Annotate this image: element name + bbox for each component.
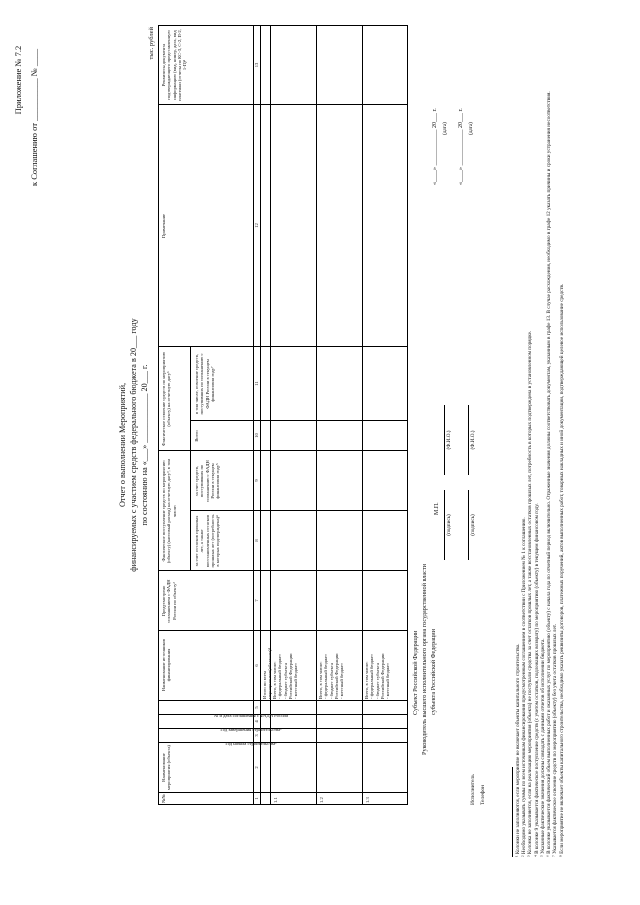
date-1: «____» ____________ 20___ г. [432, 108, 438, 185]
report-table [158, 25, 408, 805]
colnum-11: 11 [254, 381, 259, 386]
mp-label: М.П. [434, 502, 440, 515]
agreement-line: к Соглашению от __________ № ____ [29, 49, 39, 186]
colnum-2: 2 [254, 766, 259, 769]
fio-label: (Ф.И.О.) [446, 430, 452, 450]
header-name: Наименование мероприятия (объекта) [161, 745, 172, 790]
date-1-sub: (дата) [442, 122, 448, 135]
header-agreement: № и дата соглашения с ФАДН России [213, 713, 288, 718]
footnotes [515, 9, 565, 857]
header-total: Всего [194, 430, 199, 442]
row-1-3-num: 1.3 [365, 797, 370, 803]
colnum-8: 8 [254, 539, 259, 542]
footnote-1: ¹ Колонки не заполняются, если мероприятие не включает объекты капитального строительства. [515, 643, 521, 857]
colnum-10: 10 [254, 433, 259, 438]
podpis-label: (подпись) [446, 514, 452, 536]
head-label-2: субъекта Российской Федерации [430, 629, 437, 715]
colnum-4: 4 [254, 720, 259, 723]
header-end-year: Год завершения строительства¹ [220, 727, 282, 732]
header-current-year: за счет средств, поступивших по соглашению с ФАДН России в текущем финансовом году⁵ [194, 460, 221, 502]
subject-label: Субъект Российской Федерации [412, 630, 419, 715]
footnote-3: ³ Колонка не заполняется, если на реализацию мероприятия (объекта) не поступали средства за счет остатков прошлых лет, а также восстановленных остатков прошлых лет, потребность в которых подтверждена в установленном порядке. [527, 330, 534, 857]
header-prev-balance: за счет остатков прошлых лет, а также восстановленных остатков прошлых лет (потребность в которых подтверждена)⁴ [194, 514, 221, 568]
row-total: Итого по всем мероприятиям(объектам)¹ [262, 648, 273, 699]
row-1-2: Всего, в том числе: - федеральный бюджет - бюджет субъекта Российской Федерации - местный бюджет [318, 653, 345, 699]
report-title-1: Отчет о выполнении Мероприятий, [118, 382, 127, 508]
units-label: тыс. рублей [148, 27, 155, 60]
date-2-sub: (дата) [468, 122, 474, 135]
colnum-13: 13 [254, 62, 259, 68]
colnum-5: 5 [254, 706, 259, 709]
report-title-2: финансируемых с участием средств федерального бюджета в 20___ году [129, 318, 138, 572]
podpis-label-2: (подпись) [470, 514, 476, 536]
header-docs: Реквизиты документа подтверждающего представленную информацию (вид, номер, дата, вид платежки (отчеты по КС-3, С-2, П-2, 1-П)⁸ [161, 29, 188, 101]
row-1-2-num: 1.2 [319, 797, 324, 803]
colnum-1: 1 [254, 797, 259, 800]
footnote-5: ⁵ Указанные фактические значения должны совпадать с данными отчетов об исполнении бюджета. [539, 638, 546, 857]
header-use-current: в том числе, освоение средств, поступивших по соглашению с ФАДН России в текущем финансовом году⁷ [194, 353, 215, 415]
date-2: «____» ____________ 20___ г. [458, 108, 464, 185]
colnum-9: 9 [254, 479, 259, 482]
footnote-7: ⁷ Указывается фактическое освоение средств по мероприятию (объекту) без учета остатков прошлых лет. [552, 624, 559, 857]
header-actual-receipt: Фактическое поступление средств по мероприятию (объекту) (кассовый расход) на отчетную дату³, в том числе: [161, 458, 177, 564]
executor-label: Исполнитель [470, 774, 476, 805]
colnum-7: 7 [254, 599, 259, 602]
row-1-1: Всего, в том числе: - федеральный бюджет - бюджет субъекта Российской Федерации - местный бюджет [272, 653, 299, 699]
header-sources: Наименование источников финансирования [161, 638, 172, 692]
footnote-4: ⁴ В колонке 9 указывается фактическое поступление средств (с учетом остатков, подлежащих возврату) по мероприятию (объекту) в текущем финансовом году. [533, 503, 540, 857]
header-planned: Предусмотрено соглашением с ФАДН России по объекту² [161, 579, 177, 623]
header-start-year: Год начала строительства¹ [225, 741, 277, 746]
report-title-3: по состоянию на «___» ____________ 20___ г. [140, 364, 149, 526]
row-1-1-num: 1.1 [273, 797, 278, 803]
phone-label: Телефон [480, 784, 486, 805]
appendix-title: Приложение № 7.2 [13, 45, 23, 115]
head-label-1: Руководитель высшего исполнительного органа государственной власти [421, 564, 428, 755]
footnote-2: ² Необходимо указывать суммы по всем источникам финансирования предусмотренным соглашением в соответствии с Приложением № 1 к соглашению. [521, 517, 528, 857]
header-num: №№ [161, 794, 166, 803]
colnum-3: 3 [254, 734, 259, 737]
row-1-3: Всего, в том числе: - федеральный бюджет - бюджет субъекта Российской Федерации - местный бюджет [364, 653, 391, 699]
colnum-12: 12 [254, 223, 259, 228]
colnum-6: 6 [254, 664, 259, 667]
header-note: Примечание [161, 213, 166, 239]
footnote-8: ⁸ Если мероприятие не включает объекты капитального строительства, необходимо указать реквизиты договоров, платежных поручений, актов выполненных работ, товарных накладных и иной документации, подтверждающей целевое использование средств. [558, 283, 565, 857]
footnote-6: ⁶ В колонке указывается фактический объем выполненных работ и оказанных услуг по мероприятию (объекту) с начала года по отчетный период включительно. Отраженные значения должны соответствовать документам, указанным в графе 13. В случае расхождения, необходимо в графе 12 указать причины и сроки устранения несоответствия. [546, 91, 553, 857]
fio-label-2: (Ф.И.О.) [470, 430, 476, 450]
header-actual-use: Фактическое освоение средств по мероприятию (объекту) на отчетную дату⁶ [161, 351, 172, 447]
